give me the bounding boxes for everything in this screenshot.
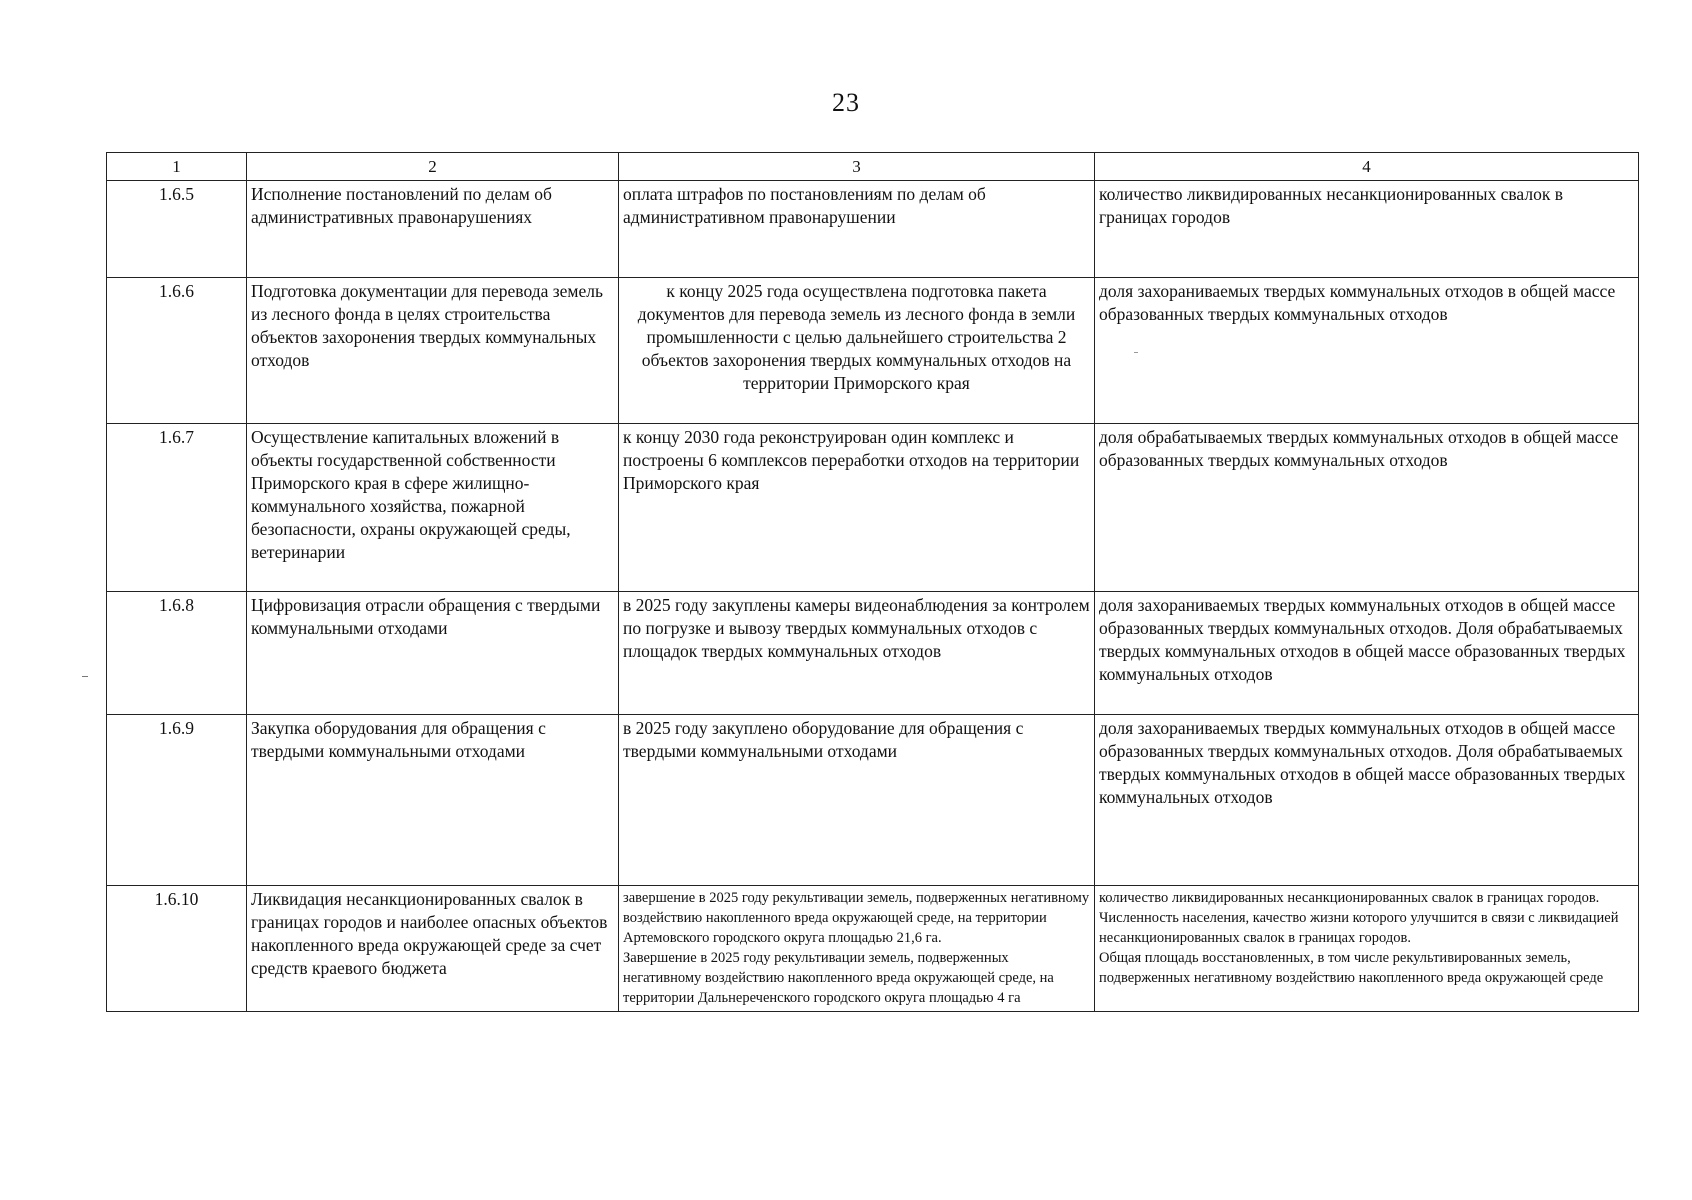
scan-mark (82, 676, 88, 677)
measure-name: Подготовка документации для перевода земель из лесного фонда в целях строительства объектов захоронения твердых коммунальных отходов (247, 278, 619, 424)
measure-result: к концу 2030 года реконструирован один комплекс и построены 6 комплексов переработки отходов на территории Приморского края (619, 424, 1095, 592)
row-number: 1.6.10 (107, 886, 247, 1012)
header-col-1: 1 (107, 153, 247, 181)
measure-name: Ликвидация несанкционированных свалок в границах городов и наиболее опасных объектов накопленного вреда окружающей среде за счет средств краевого бюджета (247, 886, 619, 1012)
scan-mark (1134, 352, 1138, 353)
measure-name: Исполнение постановлений по делам об административных правонарушениях (247, 181, 619, 278)
result-line: завершение в 2025 году рекультивации земель, подверженных негативному воздействию накопленного вреда окружающей среде, на территории Артемовского городского округа площадью 21,6 га. (623, 890, 1090, 946)
measure-result: оплата штрафов по постановлениям по делам об административном правонарушении (619, 181, 1095, 278)
measure-indicator: доля захораниваемых твердых коммунальных отходов в общей массе образованных твердых коммунальных отходов. Доля обрабатываемых твердых коммунальных отходов в общей массе образованных твердых коммунальных отходов (1095, 715, 1639, 886)
measure-result: в 2025 году закуплены камеры видеонаблюдения за контролем по погрузке и вывозу твердых коммунальных отходов с площадок твердых коммунальных отходов (619, 592, 1095, 715)
row-number: 1.6.5 (107, 181, 247, 278)
result-line: Завершение в 2025 году рекультивации земель, подверженных негативному воздействию накопленного вреда окружающей среде, на территории Дальнереченского городского округа площадью 4 га (623, 950, 1054, 1006)
table-row (107, 278, 1639, 424)
measures-table (106, 152, 1639, 1012)
measure-result: в 2025 году закуплено оборудование для обращения с твердыми коммунальными отходами (619, 715, 1095, 886)
measure-indicator: доля захораниваемых твердых коммунальных отходов в общей массе образованных твердых коммунальных отходов (1095, 278, 1639, 424)
indicator-line: Численность населения, качество жизни которого улучшится в связи с ликвидацией несанкционированных свалок в границах городов. (1099, 910, 1619, 946)
row-number: 1.6.8 (107, 592, 247, 715)
measure-name: Закупка оборудования для обращения с твердыми коммунальными отходами (247, 715, 619, 886)
table-row (107, 886, 1639, 1012)
table-row (107, 592, 1639, 715)
indicator-line: количество ликвидированных несанкционированных свалок в границах городов. (1099, 890, 1600, 906)
indicator-line: Общая площадь восстановленных, в том числе рекультивированных земель, подверженных негативному воздействию накопленного вреда окружающей среде (1099, 950, 1604, 986)
table-row (107, 181, 1639, 278)
table-row (107, 715, 1639, 886)
measure-indicator: доля обрабатываемых твердых коммунальных отходов в общей массе образованных твердых коммунальных отходов (1095, 424, 1639, 592)
measure-result (619, 886, 1095, 1012)
measure-name: Цифровизация отрасли обращения с твердыми коммунальными отходами (247, 592, 619, 715)
row-number: 1.6.9 (107, 715, 247, 886)
table-row (107, 424, 1639, 592)
header-col-2: 2 (247, 153, 619, 181)
row-number: 1.6.7 (107, 424, 247, 592)
table-header-row (107, 153, 1639, 181)
header-col-3: 3 (619, 153, 1095, 181)
measure-indicator: доля захораниваемых твердых коммунальных отходов в общей массе образованных твердых коммунальных отходов. Доля обрабатываемых твердых коммунальных отходов в общей массе образованных твердых коммунальных отходов (1095, 592, 1639, 715)
measure-name: Осуществление капитальных вложений в объекты государственной собственности Приморского края в сфере жилищно-коммунального хозяйства, пожарной безопасности, охраны окружающей среды, ветеринарии (247, 424, 619, 592)
row-number: 1.6.6 (107, 278, 247, 424)
measure-indicator (1095, 886, 1639, 1012)
measure-result: к концу 2025 года осуществлена подготовка пакета документов для перевода земель из лесного фонда в земли промышленности с целью дальнейшего строительства 2 объектов захоронения твердых коммунальных отходов на территории Приморского края (619, 278, 1095, 424)
header-col-4: 4 (1095, 153, 1639, 181)
page-number: 23 (832, 88, 860, 117)
measure-indicator: количество ликвидированных несанкционированных свалок в границах городов (1095, 181, 1639, 278)
